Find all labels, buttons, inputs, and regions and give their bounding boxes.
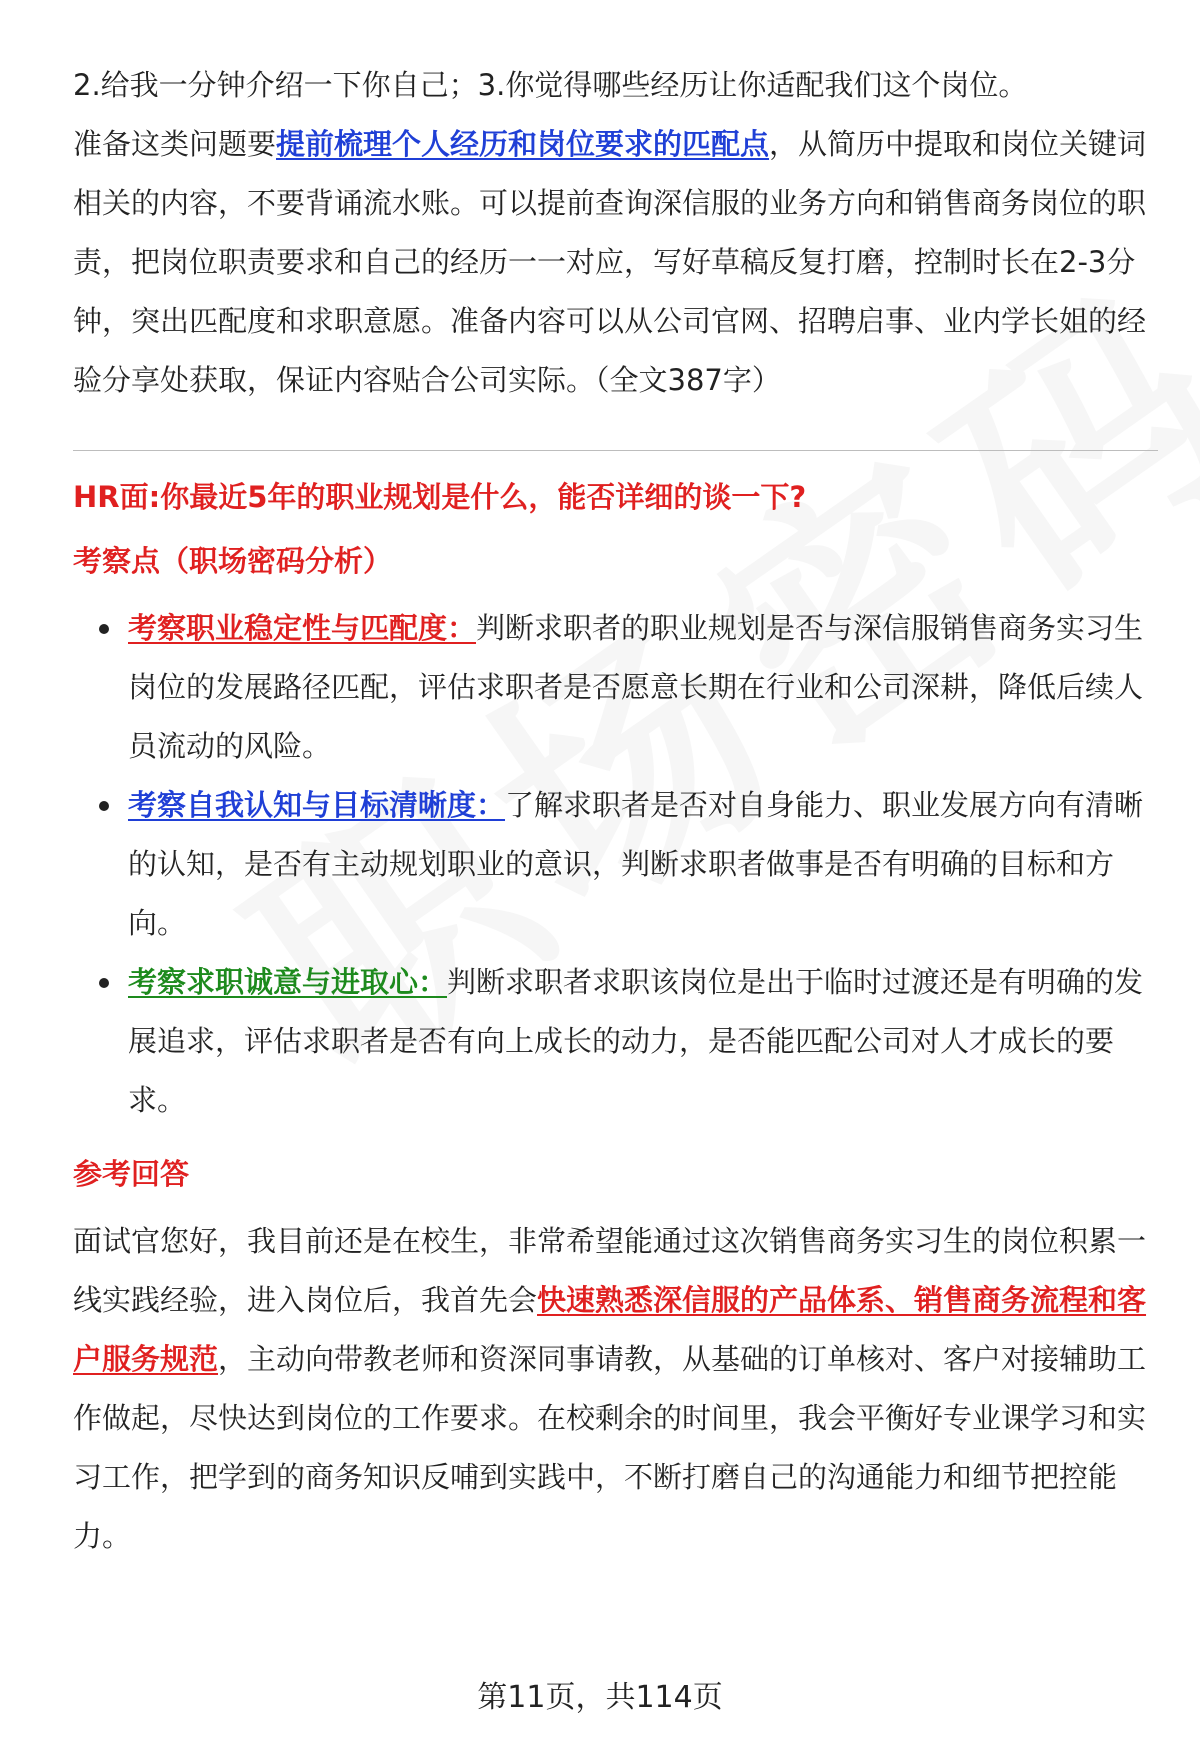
content <box>73 56 1158 1566</box>
intro-prefix: 准备这类问题要 <box>73 127 277 161</box>
analysis-title: 考察点（职场密码分析） <box>73 544 393 578</box>
list-item-label: 考察求职诚意与进取心： <box>128 965 448 999</box>
question-heading: HR面:你最近5年的职业规划是什么，能否详细的谈一下? <box>73 480 807 514</box>
answer-suffix: ，主动向带教老师和资深同事请教，从基础的订单核对、客户对接辅助工作做起，尽快达到岗位的工作要求。在校剩余的时间里，我会平衡好专业课学习和实习工作，把学到的商务知识反哺到实践中，不断打磨自己的沟通能力和细节把控能力。 <box>73 1342 1147 1553</box>
intro-suffix: ，从简历中提取和岗位关键词相关的内容，不要背诵流水账。可以提前查询深信服的业务方向和销售商务岗位的职责，把岗位职责要求和自己的经历一一对应，写好草稿反复打磨，控制时长在2-3分钟，突出匹配度和求职意愿。准备内容可以从公司官网、招聘启事、业内学长姐的经验分享处获取，保证内容贴合公司实际。（全文387字） <box>73 127 1147 397</box>
list-item <box>73 599 1158 776</box>
list-item-text: 判断求职者求职该岗位是出于临时过渡还是有明确的发展追求，评估求职者是否有向上成长的动力，是否能匹配公司对人才成长的要求。 <box>128 965 1144 1117</box>
answer-title: 参考回答 <box>73 1157 190 1191</box>
analysis-list <box>73 599 1158 1130</box>
list-item-label: 考察职业稳定性与匹配度： <box>128 611 477 645</box>
answer-paragraph <box>73 1212 1158 1566</box>
bullet-icon <box>99 978 109 988</box>
list-item-text: 了解求职者是否对自身能力、职业发展方向有清晰的认知，是否有主动规划职业的意识，判断求职者做事是否有明确的目标和方向。 <box>128 788 1144 940</box>
intro-highlight: 提前梳理个人经历和岗位要求的匹配点 <box>276 127 770 161</box>
intro-paragraph <box>73 115 1158 410</box>
answer-prefix: 面试官您好，我目前还是在校生，非常希望能通过这次销售商务实习生的岗位积累一线实践经验，进入岗位后，我首先会 <box>73 1224 1147 1317</box>
list-item-text: 判断求职者的职业规划是否与深信服销售商务实习生岗位的发展路径匹配，评估求职者是否愿意长期在行业和公司深耕，降低后续人员流动的风险。 <box>128 611 1144 763</box>
bullet-icon <box>99 801 109 811</box>
list-item <box>73 953 1158 1130</box>
page-number: 第11页，共114页 <box>477 1680 723 1715</box>
intro-line: 2.给我一分钟介绍一下你自己；3.你觉得哪些经历让你适配我们这个岗位。 <box>73 68 1028 102</box>
answer-highlight: 快速熟悉深信服的产品体系、销售商务流程和客户服务规范 <box>73 1283 1147 1376</box>
bullet-icon <box>99 624 109 634</box>
list-item <box>73 776 1158 953</box>
section-divider <box>73 450 1158 451</box>
list-item-label: 考察自我认知与目标清晰度： <box>128 788 506 822</box>
